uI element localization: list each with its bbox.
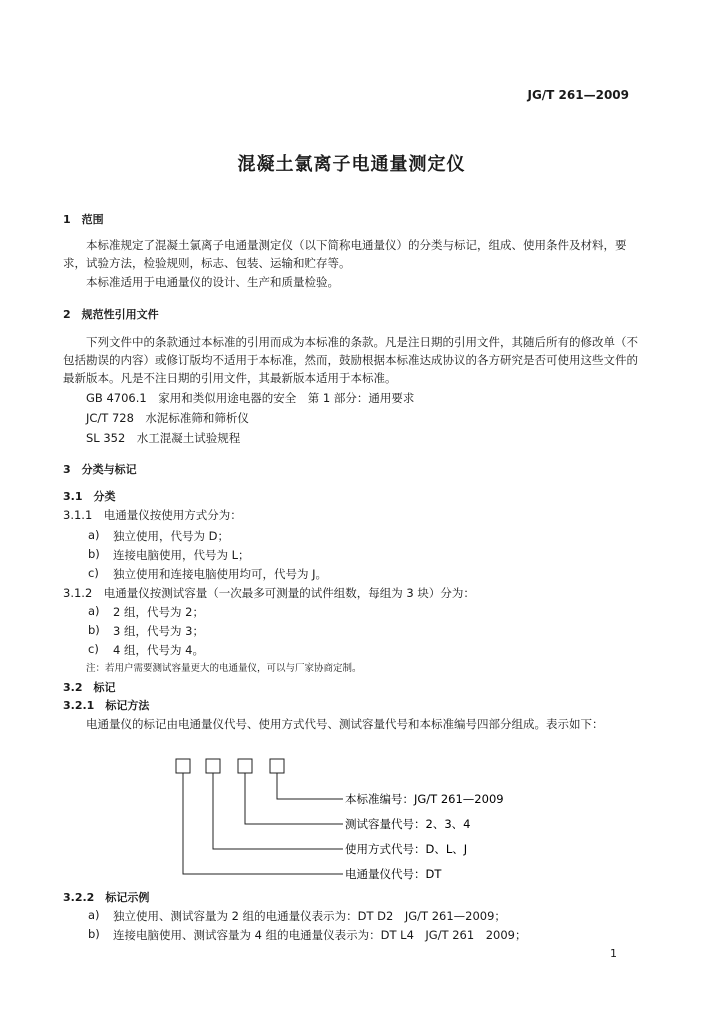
- section-3-heading: 3 分类与标记: [63, 463, 137, 476]
- list-label: a): [88, 908, 100, 922]
- list-item: 独立使用，代号为 D；: [113, 529, 230, 543]
- note: 注：若用户需要测试容量更大的电通量仪，可以与厂家协商定制。: [86, 663, 362, 674]
- document-title: 混凝土氯离子电通量测定仪: [237, 154, 466, 175]
- diagram-connector: [213, 773, 343, 849]
- section-3-1-2-text: 3.1.2 电通量仪按测试容量（一次最多可测量的试件组数，每组为 3 块）分为：: [63, 586, 475, 600]
- section-3-2-2-heading: 3.2.2 标记示例: [63, 891, 150, 904]
- diagram-label: 使用方式代号：D、L、J: [345, 842, 468, 856]
- reference-item: SL 352 水工混凝土试验规程: [86, 431, 241, 445]
- reference-item: GB 4706.1 家用和类似用途电器的安全 第 1 部分：通用要求: [86, 391, 415, 405]
- section-2-paragraph: 下列文件中的条款通过本标准的引用而成为本标准的条款。凡是注日期的引用文件，其随后所有的修改单（不包括勘误的内容）或修订版均不适用于本标准，然而，鼓励根据本标准达成协议的各方研究是否可使用这些文件的最新版本。凡是不注日期的引用文件，其最新版本适用于本标准。: [63, 335, 638, 385]
- section-3-1-heading: 3.1 分类: [63, 490, 116, 503]
- reference-item: JC/T 728 水泥标准筛和筛析仪: [86, 411, 249, 425]
- list-label: c): [88, 642, 99, 656]
- diagram-box: [238, 759, 252, 773]
- list-item: 连接电脑使用，代号为 L；: [113, 548, 250, 562]
- list-item: 4 组，代号为 4。: [113, 643, 204, 657]
- list-label: a): [88, 604, 100, 618]
- list-label: b): [88, 623, 100, 637]
- list-label: c): [88, 566, 99, 580]
- section-2-heading: 2 规范性引用文件: [63, 308, 159, 321]
- section-1-paragraph-1: 本标准规定了混凝土氯离子电通量测定仪（以下简称电通量仪）的分类与标记，组成、使用条件及材料，要求，试验方法，检验规则，标志、包装、运输和贮存等。: [63, 238, 627, 270]
- diagram-label: 测试容量代号：2、3、4: [345, 817, 471, 831]
- diagram-label: 电通量仪代号：DT: [345, 867, 442, 881]
- list-item: 独立使用和连接电脑使用均可，代号为 J。: [113, 567, 328, 581]
- list-label: a): [88, 528, 100, 542]
- diagram-box: [270, 759, 284, 773]
- list-label: b): [88, 547, 100, 561]
- list-item: 连接电脑使用、测试容量为 4 组的电通量仪表示为：DT L4 JG/T 261 2009；: [113, 928, 527, 942]
- standard-code: JG/T 261—2009: [527, 88, 629, 102]
- diagram-box: [206, 759, 220, 773]
- list-item: 独立使用、测试容量为 2 组的电通量仪表示为：DT D2 JG/T 261—2009；: [113, 909, 506, 923]
- section-3-1-1-text: 3.1.1 电通量仪按使用方式分为：: [63, 508, 242, 522]
- diagram-box: [176, 759, 190, 773]
- list-item: 2 组，代号为 2；: [113, 605, 204, 619]
- diagram-connector: [277, 773, 343, 799]
- section-3-2-1-paragraph: 电通量仪的标记由电通量仪代号、使用方式代号、测试容量代号和本标准编号四部分组成。表示如下：: [86, 717, 604, 731]
- section-3-2-heading: 3.2 标记: [63, 681, 116, 694]
- section-1-paragraph-2: 本标准适用于电通量仪的设计、生产和质量检验。: [86, 275, 339, 289]
- section-3-2-1-heading: 3.2.1 标记方法: [63, 699, 150, 712]
- page-number: 1: [610, 947, 617, 960]
- diagram-label: 本标准编号：JG/T 261—2009: [345, 792, 504, 806]
- section-1-heading: 1 范围: [63, 213, 104, 226]
- list-label: b): [88, 927, 100, 941]
- list-item: 3 组，代号为 3；: [113, 624, 204, 638]
